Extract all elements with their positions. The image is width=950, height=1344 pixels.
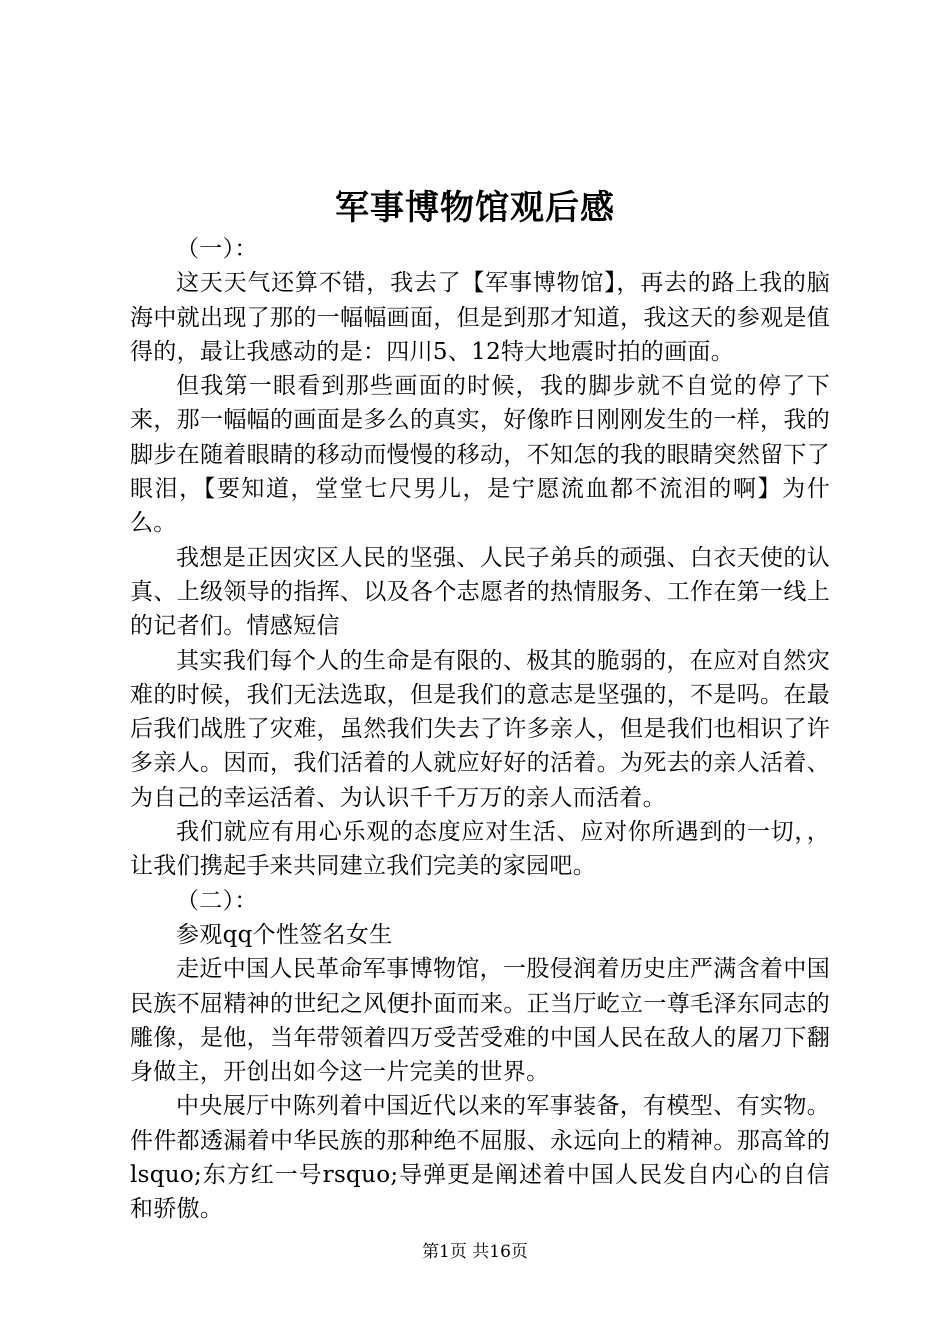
paragraph: 其实我们每个人的生命是有限的、极其的脆弱的，在应对自然灾难的时候，我们无法选取，但是我们的意志是坚强的，不是吗。在最后我们战胜了灾难，虽然我们失去了许多亲人，但是我们也相识了许多亲人。因而，我们活着的人就应好好的活着。为死去的亲人活着、为自己的幸运活着、为认识千千万万的亲人而活着。: [130, 647, 830, 811]
paragraph: 走近中国人民革命军事博物馆，一股侵润着历史庄严满含着中国民族不屈精神的世纪之风便扑面而来。正当厅屹立一尊毛泽东同志的雕像，是他，当年带领着四万受苦受难的中国人民在敌人的屠刀下翻身做主，开创出如今这一片完美的世界。: [130, 956, 830, 1086]
paragraph: 但我第一眼看到那些画面的时候，我的脚步就不自觉的停了下来，那一幅幅的画面是多么的真实，好像昨日刚刚发生的一样，我的脚步在随着眼睛的移动而慢慢的移动，不知怎的我的眼睛突然留下了眼泪，【要知道，堂堂七尺男儿，是宁愿流血都不流泪的啊】为什么。: [130, 373, 830, 537]
paragraph: 我们就应有用心乐观的态度应对生活、应对你所遇到的一切，，让我们携起手来共同建立我们完美的家园吧。: [130, 819, 830, 880]
paragraph: 中央展厅中陈列着中国近代以来的军事装备，有模型、有实物。件件都透漏着中华民族的那种绝不屈服、永远向上的精神。那高耸的lsquo;东方红一号rsquo;导弹更是阐述着中国人民发自内心的自信和骄傲。: [130, 1093, 830, 1223]
section-heading-2: （二）：: [176, 887, 258, 914]
section-heading-1: （一）：: [176, 236, 258, 262]
document-title: 军事博物馆观后感: [335, 188, 615, 228]
document-body: [130, 232, 830, 1227]
paragraph: 我想是正因灾区人民的坚强、人民子弟兵的顽强、白衣天使的认真、上级领导的指挥、以及各个志愿者的热情服务、工作在第一线上的记者们。情感短信: [130, 544, 830, 640]
paragraph: 参观qq个性签名女生: [176, 921, 393, 948]
page-number: 第1页 共16页: [422, 1242, 528, 1262]
paragraph: 这天天气还算不错，我去了【军事博物馆】，再去的路上我的脑海中就出现了那的一幅幅画面，但是到那才知道，我这天的参观是值得的，最让我感动的是：四川5、12特大地震时拍的画面。: [130, 270, 830, 365]
